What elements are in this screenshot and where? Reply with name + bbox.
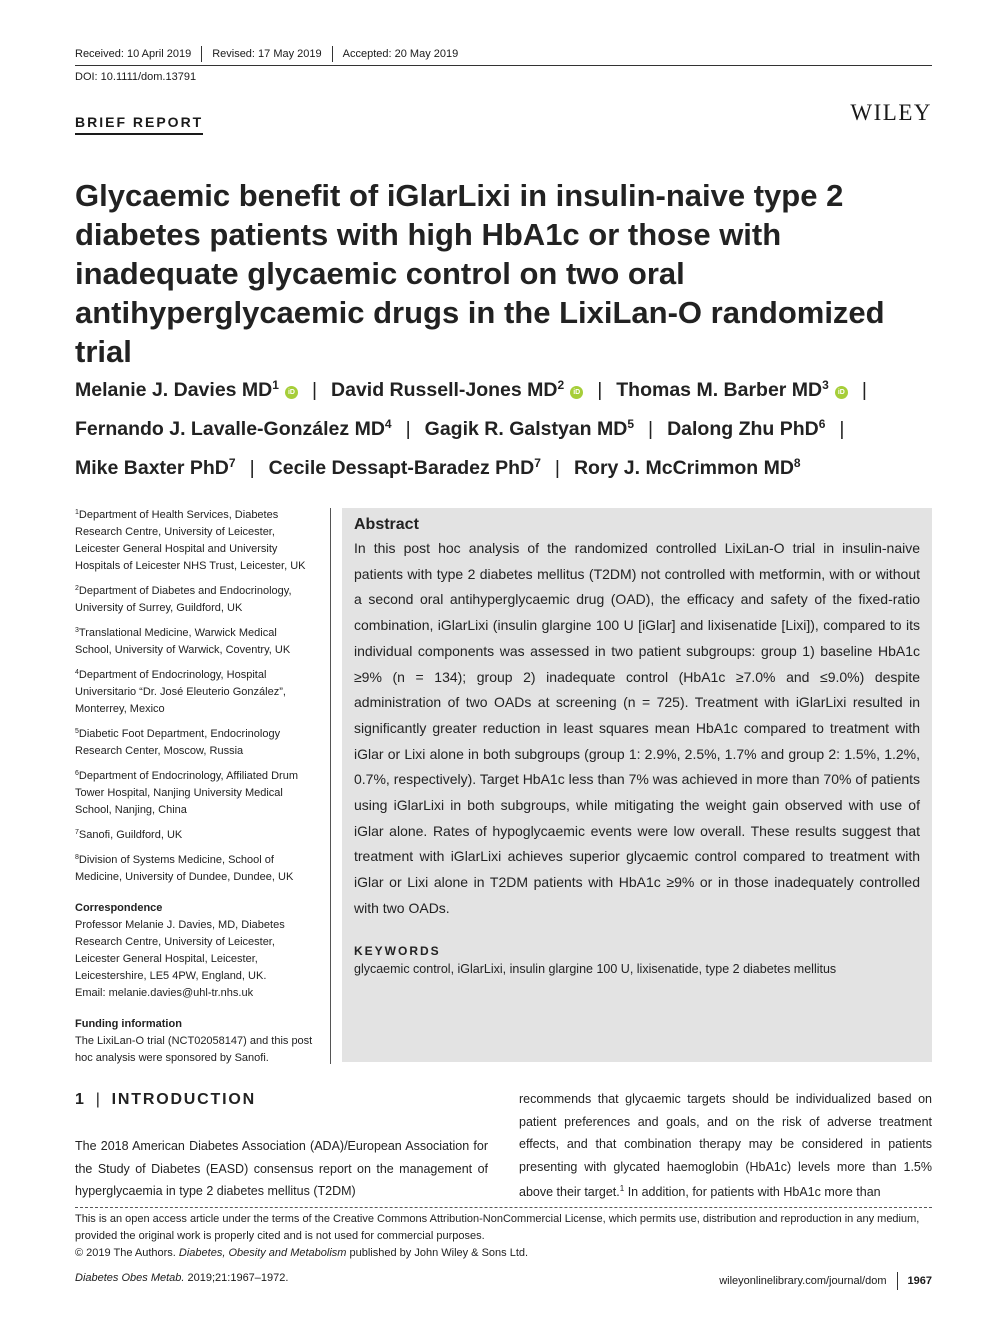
abstract-box bbox=[342, 508, 932, 1062]
article-type: BRIEF REPORT bbox=[75, 114, 203, 135]
footer-rule bbox=[75, 1207, 932, 1208]
orcid-icon[interactable]: iD bbox=[570, 386, 583, 399]
affiliation: $^2$Department of Diabetes and Endocrinology, University of Surrey, Guildford, UK bbox=[75, 585, 292, 614]
intro-text-right: recommends that glycaemic targets should be individualized based on patient preferences and goals, and on the risk of adverse treatment effects, and that combination therapy may be considered in patients presenting with glycated haemoglobin (HbA1c) levels more than 1.5% above their target.$^1$ In addition, for patients with HbA1c more than bbox=[519, 1092, 932, 1199]
accepted-date: Accepted: 20 May 2019 bbox=[342, 48, 459, 60]
column-divider bbox=[330, 508, 331, 1064]
citation-ref[interactable]: 1 bbox=[619, 1184, 625, 1193]
author[interactable]: David Russell-Jones $MD^2iD$ bbox=[331, 379, 583, 401]
author[interactable]: Melanie J. Davies $MD^1iD$ bbox=[75, 379, 298, 401]
doi[interactable]: DOI: 10.1111/dom.13791 bbox=[75, 71, 197, 83]
correspondence-heading: Correspondence bbox=[75, 902, 163, 914]
author[interactable]: Cecile Dessapt-Baradez PhD$^7$ bbox=[268, 456, 541, 479]
funding-heading: Funding information bbox=[75, 1018, 182, 1030]
page-number: 1967 bbox=[907, 1275, 932, 1287]
affiliation: $^3$Translational Medicine, Warwick Medical School, University of Warwick, Coventry, UK bbox=[75, 627, 291, 656]
author[interactable]: Rory J. McCrimmon $MD^8$ bbox=[573, 456, 801, 479]
article-dates bbox=[75, 46, 468, 62]
author[interactable]: Thomas M. Barber $MD^3iD$ bbox=[616, 379, 848, 401]
header-rule bbox=[75, 65, 932, 66]
journal-url[interactable]: wileyonlinelibrary.com/journal/dom bbox=[719, 1275, 887, 1287]
orcid-icon[interactable]: iD bbox=[285, 386, 298, 399]
correspondence-email[interactable]: Email: melanie.davies@uhl-tr.nhs.uk bbox=[75, 987, 254, 999]
footer-right bbox=[719, 1272, 932, 1290]
correspondence-text: Professor Melanie J. Davies, MD, Diabetes Research Centre, University of Leicester, Leicester General Hospital, Leicester, Leicestershire, LE5 4PW, England, UK. bbox=[75, 919, 285, 982]
abstract-text: In this post hoc analysis of the randomized controlled LixiLan-O trial in insulin-naive patients with type 2 diabetes mellitus (T2DM) not controlled with metformin, with or without a second oral antihyperglycaemic drug (OAD), the efficacy and safety of the fixed-ratio combination, iGlarLixi (insulin glargine 100 U [iGlar] and lixisenatide [Lixi]), compared to its individual components was assessed in two patient subgroups: group 1) baseline HbA1c ≥9% (n = 134); group 2) inadequate control (HbA1c ≥7.0% and ≤9.0%) despite administration of two OADs at screening (n = 725). Treatment with iGlarLixi resulted in significantly greater reduction in least squares mean HbA1c compared to treatment with iGlar or Lixi alone in both subgroups (group 1: 2.9%, 2.5%, 1.7% and group 2: 1.5%, 1.2%, 0.7%, respectively). Target HbA1c less than 7% was achieved in more than 70% of patients using iGlarLixi in both subgroups, while mitigating the weight gain observed with use of iGlar alone. Rates of hypoglycaemic events were low overall. These results suggest that treatment with iGlarLixi achieves superior glycaemic control compared to treatment with iGlar or Lixi alone in T2DM patients with HbA1c ≥9% or in those inadequately controlled with two OADs. bbox=[354, 540, 920, 916]
affiliation: $^7$Sanofi, Guildford, UK bbox=[75, 829, 183, 841]
affiliation: $^1$Department of Health Services, Diabetes Research Centre, University of Leicester, Leicester General Hospital and University Hospitals of Leicester NHS Trust, Leicester, UK bbox=[75, 509, 306, 572]
author-list: Melanie J. Davies $MD^1iD$ | David Russell-Jones $MD^2iD$ | Thomas M. Barber $MD^3iD$ | Fernando J. Lavalle-González $MD^4$ | Gagik R. Galstyan $MD^5$ | Dalong Zhu PhD$^6$ | Mike Baxter PhD$^7$ | Cecile Dessapt-Baradez PhD$^7$ | Rory J. McCrimmon $MD^8$ bbox=[75, 378, 867, 479]
section-heading: 1 | INTRODUCTION bbox=[75, 1091, 256, 1108]
affiliations-column bbox=[75, 504, 315, 1067]
keywords: glycaemic control, iGlarLixi, insulin glargine 100 U, lixisenatide, type 2 diabetes mellitus bbox=[354, 961, 837, 976]
divider bbox=[332, 46, 333, 62]
revised-date: Revised: 17 May 2019 bbox=[212, 48, 322, 60]
publisher-logo: WILEY bbox=[850, 100, 932, 125]
article-title: Glycaemic benefit of iGlarLixi in insulin-naive type 2 diabetes patients with high HbA1c or those with inadequate glycaemic control on two oral antihyperglycaemic drugs in the LixiLan-O randomized trial bbox=[75, 178, 885, 369]
author[interactable]: Dalong Zhu PhD$^6$ bbox=[667, 417, 826, 440]
orcid-icon[interactable]: iD bbox=[835, 386, 848, 399]
author[interactable]: Fernando J. Lavalle-González $MD^4$ bbox=[75, 417, 392, 440]
intro-text-left: The 2018 American Diabetes Association (ADA)/European Association for the Study of Diabetes (EASD) consensus report on the management of hyperglycaemia in type 2 diabetes mellitus (T2DM) bbox=[75, 1139, 488, 1198]
journal-citation: Diabetes Obes Metab. 2019;21:1967–1972. bbox=[75, 1272, 289, 1284]
affiliation: $^8$Division of Systems Medicine, School of Medicine, University of Dundee, Dundee, UK bbox=[75, 854, 294, 883]
author[interactable]: Mike Baxter PhD$^7$ bbox=[75, 456, 236, 479]
affiliation: $^4$Department of Endocrinology, Hospital Universitario “Dr. José Eleuterio González”, Monterrey, Mexico bbox=[75, 669, 286, 715]
divider bbox=[897, 1272, 898, 1290]
funding-text: The LixiLan-O trial (NCT02058147) and this post hoc analysis were sponsored by Sanofi. bbox=[75, 1035, 313, 1064]
affiliation: $^5$Diabetic Foot Department, Endocrinology Research Center, Moscow, Russia bbox=[75, 728, 281, 757]
abstract-heading: Abstract bbox=[354, 516, 419, 533]
affiliation: $^6$Department of Endocrinology, Affiliated Drum Tower Hospital, Nanjing University Medical School, Nanjing, China bbox=[75, 770, 298, 816]
license-notice: This is an open access article under the terms of the Creative Commons Attribution-NonCommercial License, which permits use, distribution and reproduction in any medium, provided the original work is properly cited and is not used for commercial purposes. © 2019 The Authors. Diabetes, Obesity and Metabolism published by John Wiley & Sons Ltd. bbox=[75, 1213, 920, 1259]
keywords-heading: KEYWORDS bbox=[354, 943, 441, 958]
author[interactable]: Gagik R. Galstyan $MD^5$ bbox=[424, 417, 634, 440]
received-date: Received: 10 April 2019 bbox=[75, 48, 192, 60]
divider bbox=[201, 46, 202, 62]
